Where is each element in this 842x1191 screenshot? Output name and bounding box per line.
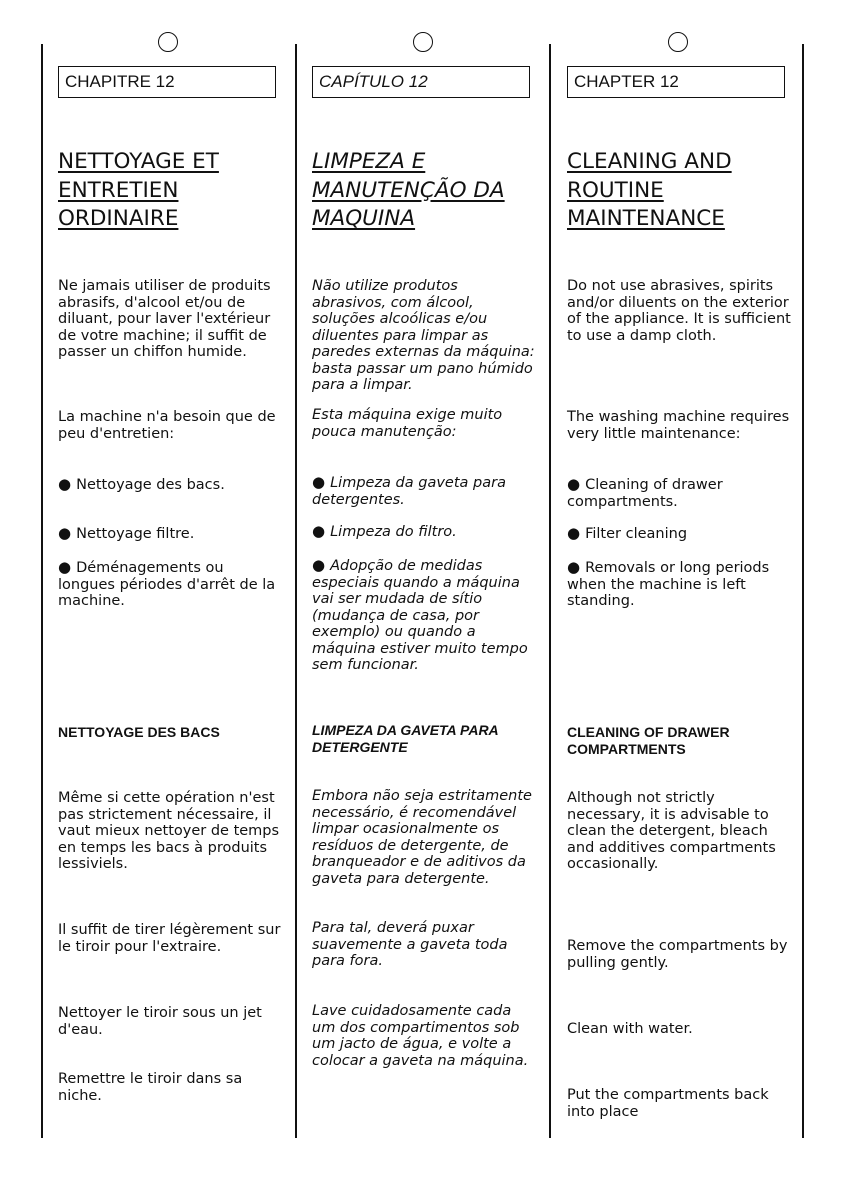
maintenance-text: The washing machine requires very little maintenance: bbox=[567, 409, 790, 442]
intro-text: Ne jamais utiliser de produits abrasifs, d'alcool et/ou de diluant, pour laver l'extérieur de votre machine; il suffit de passer un chiffon humide. bbox=[58, 278, 271, 360]
intro-text: Não utilize produtos abrasivos, com álcool, soluções alcoólicas e/ou diluentes para limpar as paredes externas da máquina: basta passar um pano húmido para a limpar. bbox=[312, 278, 535, 393]
maintenance-text: Esta máquina exige muito pouca manutenção: bbox=[312, 407, 503, 440]
section-main-title: LIMPEZA E MANUTENÇÃO DA MAQUINA bbox=[312, 149, 505, 232]
column-divider bbox=[41, 44, 43, 1138]
paragraph: Nettoyer le tiroir sous un jet d'eau. bbox=[58, 1005, 262, 1038]
bullet-item: ● Nettoyage des bacs. bbox=[58, 476, 282, 494]
chapter-heading: CAPÍTULO 12 bbox=[312, 66, 530, 98]
bullet-item: ● Adopção de medidas especiais quando a máquina vai ser mudada de sítio (mudança de casa, por exemplo) ou quando a máquina estiver muito tempo sem funcionar. bbox=[312, 557, 536, 674]
bullet-item: ● Déménagements ou longues périodes d'arrêt de la machine. bbox=[58, 559, 282, 610]
section-main-title: NETTOYAGE ET ENTRETIEN ORDINAIRE bbox=[58, 149, 219, 232]
paragraph: Embora não seja estritamente necessário, é recomendável limpar ocasionalmente os resíduos de detergente, de branqueador e de aditivos da gaveta para detergente. bbox=[312, 788, 532, 887]
bullet-item: ● Removals or long periods when the machine is left standing. bbox=[567, 559, 791, 610]
paragraph: Il suffit de tirer légèrement sur le tiroir pour l'extraire. bbox=[58, 922, 281, 955]
section-title: NETTOYAGE DES BACS bbox=[58, 724, 220, 740]
bullet-item: ● Cleaning of drawer compartments. bbox=[567, 476, 791, 510]
bullet-item: ● Limpeza do filtro. bbox=[312, 523, 536, 541]
paragraph: Même si cette opération n'est pas strictement nécessaire, il vaut mieux nettoyer de temps en temps les bacs à produits lessiviels. bbox=[58, 790, 280, 872]
paragraph: Remettre le tiroir dans sa niche. bbox=[58, 1071, 243, 1104]
bullet-item: ● Filter cleaning bbox=[567, 525, 791, 543]
column-divider bbox=[802, 44, 804, 1138]
column-portuguese bbox=[312, 0, 540, 1191]
paragraph: Lave cuidadosamente cada um dos compartimentos sob um jacto de água, e volte a colocar a gaveta na máquina. bbox=[312, 1003, 529, 1069]
section-main-title: CLEANING AND ROUTINE MAINTENANCE bbox=[567, 149, 732, 232]
paragraph: Clean with water. bbox=[567, 1021, 693, 1037]
maintenance-text: La machine n'a besoin que de peu d'entretien: bbox=[58, 409, 276, 442]
paragraph: Para tal, deverá puxar suavemente a gaveta toda para fora. bbox=[312, 920, 508, 969]
column-english bbox=[567, 0, 795, 1191]
chapter-heading: CHAPTER 12 bbox=[567, 66, 785, 98]
paragraph: Although not strictly necessary, it is advisable to clean the detergent, bleach and additives compartments occasionally. bbox=[567, 790, 776, 872]
column-divider bbox=[549, 44, 551, 1138]
chapter-heading: CHAPITRE 12 bbox=[58, 66, 276, 98]
column-divider bbox=[295, 44, 297, 1138]
bullet-item: ● Limpeza da gaveta para detergentes. bbox=[312, 474, 536, 508]
section-title: LIMPEZA DA GAVETA PARA DETERGENTE bbox=[312, 722, 499, 755]
paragraph: Remove the compartments by pulling gently. bbox=[567, 938, 788, 971]
paragraph: Put the compartments back into place bbox=[567, 1087, 769, 1120]
bullet-item: ● Nettoyage filtre. bbox=[58, 525, 282, 543]
section-title: CLEANING OF DRAWER COMPARTMENTS bbox=[567, 724, 730, 757]
column-french bbox=[58, 0, 286, 1191]
intro-text: Do not use abrasives, spirits and/or diluents on the exterior of the appliance. It is sufficient to use a damp cloth. bbox=[567, 278, 791, 344]
